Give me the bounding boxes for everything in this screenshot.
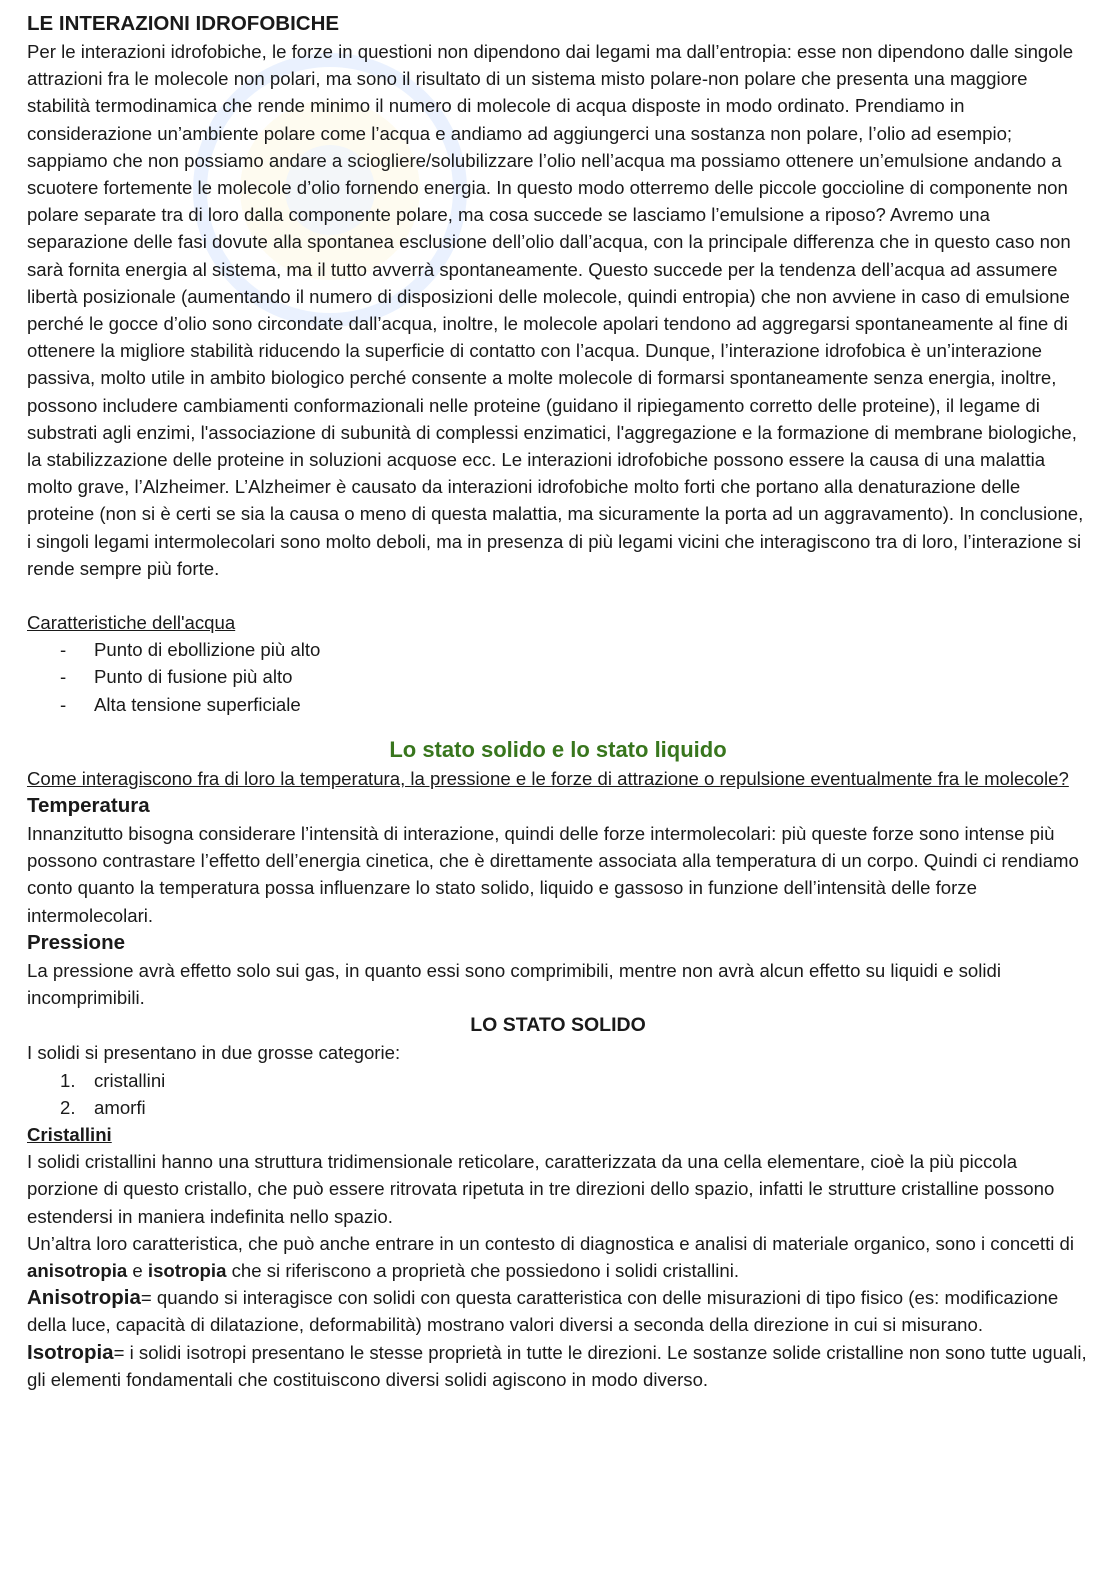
crystalline-paragraph-2: Un’altra loro caratteristica, che può anche entrare in un contesto di diagnostica e analisi di materiale organico, sono i concetti di anisotropia e isotropia che si riferiscono a proprietà che possiedono i solidi cristallini. <box>27 1232 1075 1281</box>
heading-crystalline: Cristallini <box>27 1123 112 1145</box>
document-page <box>27 10 1089 1393</box>
bullet-dash: - <box>60 693 67 715</box>
heading-solid-state: LO STATO SOLIDO <box>470 1014 646 1037</box>
anisotropy-definition: Anisotropia= quando si interagisce con solidi con questa caratteristica con delle misurazioni di tipo fisico (es: modificazione della luce, capacità di dilatazione, deformabilità) mostrano valori diversi a seconda della direzione in cui si misurano. <box>27 1286 1059 1336</box>
keyword-anisotropia: anisotropia <box>27 1259 128 1281</box>
bullet-dash: - <box>60 639 67 661</box>
pressure-paragraph: La pressione avrà effetto solo sui gas, in quanto essi sono comprimibili, mentre non avrà alcun effetto su liquidi e solidi incomprimibili. <box>27 959 1001 1009</box>
section-title-solid-liquid: Lo stato solido e lo stato liquido <box>389 736 727 762</box>
list-item: 1. cristallini <box>60 1069 166 1091</box>
solid-categories-list <box>27 1067 1089 1121</box>
list-item: 2. amorfi <box>60 1096 146 1118</box>
water-characteristics-list <box>27 636 1089 718</box>
term-anisotropia: Anisotropia <box>27 1286 141 1310</box>
heading-pressure: Pressione <box>27 930 125 954</box>
list-item: - Punto di ebollizione più alto <box>27 636 1089 663</box>
isotropy-definition: Isotropia= i solidi isotropi presentano le stesse proprietà in tutte le direzioni. Le sostanze solide cristalline non sono tutte uguali, gli elementi fondamentali che costituiscono diversi solidi agiscono in modo diverso. <box>27 1340 1087 1390</box>
spacer <box>27 582 1089 609</box>
section-question: Come interagiscono fra di loro la temperatura, la pressione e le forze di attrazione o repulsione eventualmente fra le molecole? <box>27 767 1069 789</box>
term-isotropia: Isotropia <box>27 1340 114 1364</box>
temperature-paragraph: Innanzitutto bisogna considerare l’intensità di interazione, quindi delle forze intermolecolari: più queste forze sono intense più possono contrastare l’effetto dell’energia cinetica, che è direttamente associata alla temperatura di un corpo. Quindi ci rendiamo conto quanto la temperatura possa influenzare lo stato solido, liquido e gassoso in funzione dell’intensità delle forze intermolecolari. <box>27 823 1079 926</box>
water-characteristics-heading: Caratteristiche dell'acqua <box>27 612 236 634</box>
keyword-isotropia: isotropia <box>147 1259 227 1281</box>
list-item: - Alta tensione superficiale <box>27 691 1089 718</box>
heading-temperature: Temperatura <box>27 794 150 818</box>
section-title-hydrophobic: LE INTERAZIONI IDROFOBICHE <box>27 12 340 35</box>
hydrophobic-paragraph: Per le interazioni idrofobiche, le forze in questioni non dipendono dai legami ma dall’entropia: esse non dipendono dalle singole attrazioni fra le molecole non polari, ma sono il risultato di un sistema misto polare-non polare che presenta una maggiore stabilità termodinamica che rende minimo il numero di molecole di acqua disposte in modo ordinato. Prendiamo in considerazione un’ambiente polare come l’acqua e andiamo ad aggiungerci una sostanza non polare, l’olio ad esempio; sappiamo che non possiamo andare a sciogliere/solubilizzare l’olio nell’acqua ma possiamo ottenere un’emulsione andando a scuotere fortemente le molecole d’olio fornendo energia. In questo modo otterremo delle piccole goccioline di componente non polare separate tra di loro dalla componente polare, ma cosa succede se lasciamo l’emulsione a riposo? Avremo una separazione delle fasi dovute alla spontanea esclusione dell’olio dall’acqua, con la principale differenza che in questo caso non sarà fornita energia al sistema, ma il tutto avverrà spontaneamente. Questo succede per la tendenza dell’acqua ad assumere libertà posizionale (aumentando il numero di disposizioni delle molecole, quindi entropia) che non avviene in caso di emulsione perché le gocce d’olio sono circondate dall’acqua, inoltre, le molecole apolari tendono ad aggregarsi spontaneamente al fine di ottenere la migliore stabilità riducendo la superficie di contatto con l’acqua. Dunque, l’interazione idrofobica è un’interazione passiva, molto utile in ambito biologico perché consente a molte molecole di formarsi spontaneamente senza energia, inoltre, possono includere cambiamenti conformazionali nelle proteine (guidano il ripiegamento corretto delle proteine), il legame di substrati agli enzimi, l'associazione di subunità di complessi enzimatici, l'aggregazione e la formazione di membrane biologiche, la stabilizzazione delle proteine in soluzioni acquose ecc. Le interazioni idrofobiche possono essere la causa di una malattia molto grave, l’Alzheimer. L’Alzheimer è causato da interazioni idrofobiche molto forti che portano alla denaturazione delle proteine (non si è certi se sia la causa o meno di questa malattia, ma sicuramente la porta ad un aggravamento). In conclusione, i singoli legami intermolecolari sono molto deboli, ma in presenza di più legami vicini che interagiscono tra di loro, l’interazione si rende sempre più forte. <box>27 41 1084 579</box>
crystalline-paragraph-1: I solidi cristallini hanno una struttura tridimensionale reticolare, caratterizzata da una cella elementare, cioè la più piccola porzione di questo cristallo, che può essere ritrovata ripetuta in tre direzioni dello spazio, infatti le strutture cristalline possono estendersi in maniera indefinita nello spazio. <box>27 1151 1055 1227</box>
list-item: - Punto di fusione più alto <box>27 663 1089 690</box>
solid-categories-intro: I solidi si presentano in due grosse categorie: <box>27 1042 401 1064</box>
bullet-dash: - <box>60 666 67 688</box>
